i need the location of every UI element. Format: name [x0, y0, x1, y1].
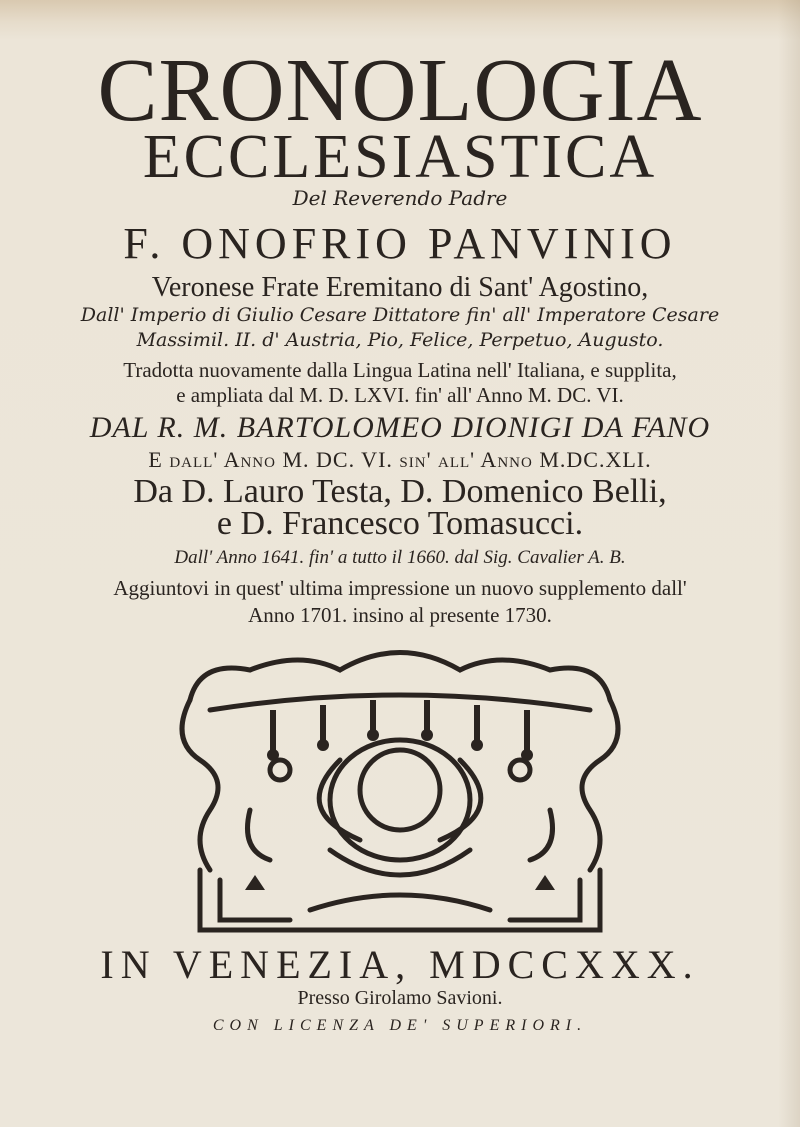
translator: DAL R. M. BARTOLOMEO DIONIGI DA FANO [89, 411, 711, 444]
scope-line-2: Massimil. II. d' Austria, Pio, Felice, Perpetuo, Augusto. [136, 329, 664, 351]
scope-line-1: Dall' Imperio di Giulio Cesare Dittatore fin' all' Imperatore Cesare [80, 304, 720, 326]
supplement-line-1: Aggiuntovi in quest' ultima impressione un nuovo supplemento dall' [113, 576, 687, 600]
imprint-license: CON LICENZA DE' SUPERIORI. [212, 1017, 588, 1034]
continuators-line-2: e D. Francesco Tomasucci. [216, 505, 584, 542]
translation-line-2: e ampliata dal M. D. LXVI. fin' all' Anno M. DC. VI. [176, 383, 624, 407]
continuation: E dall' Anno M. DC. VI. sin' all' Anno M.DC.XLI. [148, 447, 652, 472]
author-description: Veronese Frate Eremitano di Sant' Agostino, [151, 272, 649, 303]
imprint-place-date: IN VENEZIA, MDCCXXX. [100, 942, 700, 987]
translation-line-1: Tradotta nuovamente dalla Lingua Latina nell' Italiana, e supplita, [123, 358, 677, 382]
title-line-2: ECCLESIASTICA [142, 123, 658, 191]
imprint-publisher: Presso Girolamo Savioni. [297, 987, 503, 1009]
author-name: F. ONOFRIO PANVINIO [123, 219, 677, 268]
further-continuation: Dall' Anno 1641. fin' a tutto il 1660. dal Sig. Cavalier A. B. [174, 547, 626, 568]
woodcut-ornament-icon [170, 640, 630, 940]
continuators-line-1: Da D. Lauro Testa, D. Domenico Belli, [133, 473, 667, 510]
author-intro: Del Reverendo Padre [292, 186, 508, 210]
title-line-1: CRONOLOGIA [97, 41, 703, 140]
supplement-line-2: Anno 1701. insino al presente 1730. [248, 603, 552, 627]
